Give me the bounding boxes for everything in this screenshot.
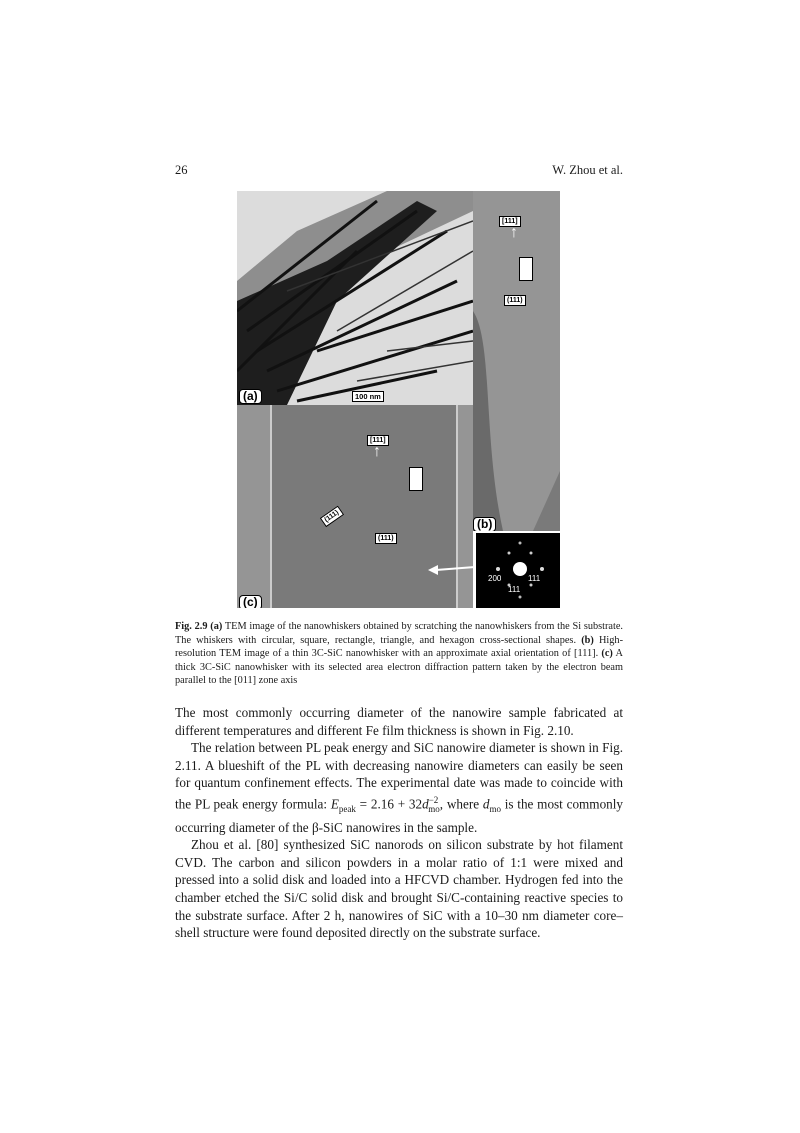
thick-nanowhisker-image [237, 405, 473, 608]
caption-b-text: High-resolution TEM image of a thin 3C-SiC nanowhisker with an approximate axial orientation of [111]. [175, 634, 623, 660]
formula-d-sup: −2 [428, 794, 439, 805]
caption-c-label: (c) [601, 648, 613, 660]
diffraction-spot-label-2: 111 [528, 574, 541, 583]
figure-caption [175, 620, 623, 688]
figure-panel-c [237, 405, 473, 608]
figure-label: Fig. 2.9 [175, 621, 208, 632]
panel-b-label: (b) [473, 517, 496, 531]
diffraction-spot-label-1: 200 [488, 574, 502, 583]
caption-a-label: (a) [210, 621, 223, 632]
formula-d: d [422, 796, 429, 812]
caption-a-text: TEM image of the nanowhiskers obtained by scratching the nanowhiskers from the Si substrate. The whiskers with circular, square, rectangle, triangle, and hexagon cross-sectional shapes. [175, 621, 624, 646]
caption-c-text: A thick 3C-SiC nanowhisker with its selected area electron diffraction pattern taken by the electron beam parallel to the [011] zone axis [175, 648, 623, 687]
diffraction-spot-label-3: 111 [508, 585, 521, 594]
var-d-sub: mo [489, 804, 501, 814]
running-head: W. Zhou et al. [552, 163, 623, 177]
figure-panel-b [473, 191, 560, 531]
panel-b-tag-direction: [111] [499, 216, 521, 227]
diffraction-pattern [476, 533, 560, 608]
paragraph-2-start: The relation between PL peak energy and SiC nanowire diameter is shown in Fig. 2.11. A blueshift of the PL with decreasing nanowire diameters can easily be seen for quantum confinement effects. The experimental date was made to coincide with the PL peak energy formula: [175, 740, 623, 812]
paragraph-3: Zhou et al. [80] synthesized SiC nanorods on silicon substrate by hot filament CVD. The carbon and silicon powders in a molar ratio of 1:1 were mixed and pressed into a solid disk and loaded into a HFCVD chamber. Hydrogen fed into the chamber etched the Si/C solid disk and brought Si/C-containing reactive species to the substrate surface. After 2 h, nanowires of SiC with a 10–30 nm diameter core–shell structure were found deposited directly on the substrate surface. [175, 837, 623, 941]
body-text [175, 704, 623, 942]
caption-b-label: (b) [581, 634, 594, 646]
paragraph-2-end: is the most commonly occurring diameter of the β-SiC nanowires in the sample. [175, 796, 624, 835]
paragraph-2 [175, 739, 623, 836]
panel-c-label: (c) [239, 595, 262, 608]
lattice-spacing-marker [409, 467, 423, 491]
panel-a-label: (a) [239, 389, 262, 404]
formula-e: E [330, 796, 339, 812]
page-number: 26 [175, 163, 188, 177]
panel-c-tag-plane-2: (111) [375, 533, 397, 544]
diffraction-spots [476, 533, 560, 608]
paragraph-1: The most commonly occurring diameter of the nanowire sample fabricated at different temperatures and different Fe film thickness is shown in Fig. 2.10. [175, 705, 623, 738]
paragraph-2-mid: , where [439, 796, 483, 812]
lattice-spacing-marker [519, 257, 533, 281]
hrtem-image-b [473, 191, 560, 531]
formula-d-sub: mo [428, 804, 440, 814]
panel-b-tag-plane: (111) [504, 295, 526, 306]
scale-bar-label: 100 nm [352, 391, 384, 402]
nanowhisker-bundle-image [237, 191, 473, 405]
formula-e-sub: peak [338, 804, 356, 814]
arrow-up-icon: ↑ [373, 443, 381, 460]
figure-panel-a [237, 191, 473, 405]
arrow-up-icon: ↑ [510, 224, 518, 241]
formula-mid: = 2.16 + 32 [355, 796, 423, 812]
panel-c-tag-plane-1: (111) [320, 506, 344, 527]
panel-c-tag-direction: [111] [367, 435, 389, 446]
var-d: d [482, 796, 490, 812]
